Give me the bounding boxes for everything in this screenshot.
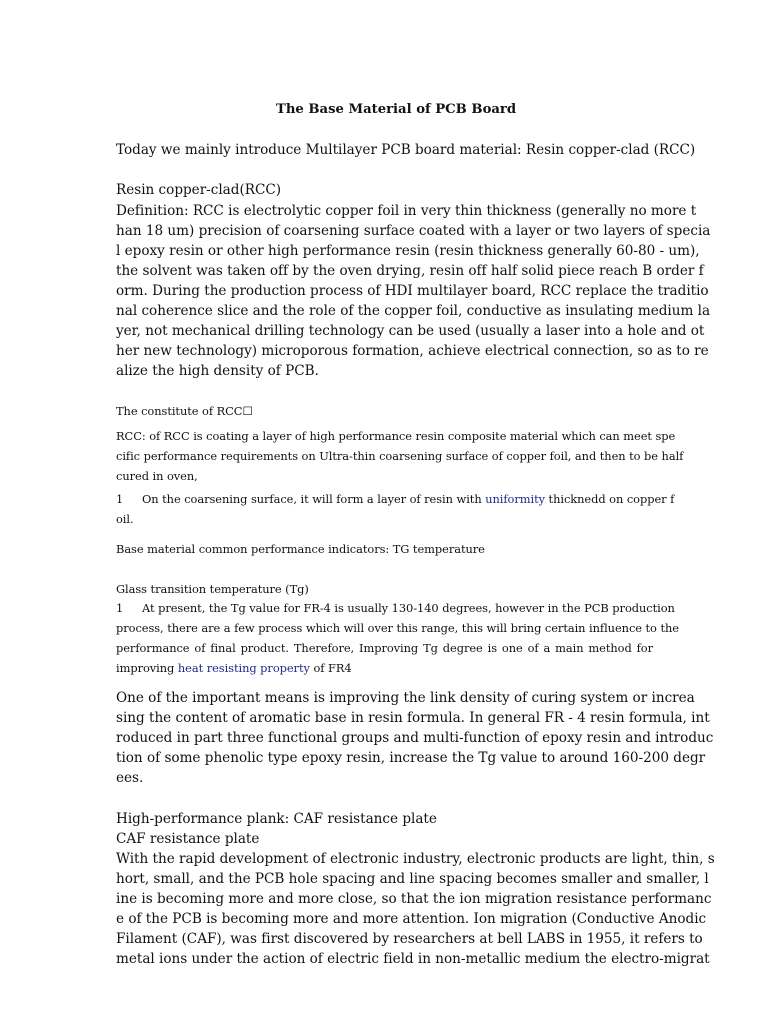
constitute-heading: The constitute of RCC☐ [116, 404, 253, 418]
paragraph-line: cific performance requirements on Ultra-thin coarsening surface of copper foil, and then to be half [116, 449, 684, 463]
paragraph-line: Filament (CAF), was first discovered by researchers at bell LABS in 1955, it refers to [116, 931, 703, 947]
paragraph-line: han 18 um) precision of coarsening surface coated with a layer or two layers of specia [116, 223, 711, 239]
list-item [116, 494, 674, 505]
paragraph-line: With the rapid development of electronic industry, electronic products are light, thin, s [116, 851, 715, 867]
paragraph-line: alize the high density of PCB. [116, 363, 319, 379]
paragraph-line: cured in oven, [116, 469, 198, 483]
paragraph-line: the solvent was taken off by the oven drying, resin off half solid piece reach B order f [116, 263, 704, 279]
list-item-text: At present, the Tg value for FR-4 is usually 130-140 degrees, however in the PCB production [142, 601, 675, 615]
paragraph-line: her new technology) microporous formation, achieve electrical connection, so as to re [116, 343, 709, 359]
paragraph-text: improving [116, 661, 178, 675]
paragraph-line: sing the content of aromatic base in resin formula. In general FR - 4 resin formula, int [116, 710, 710, 726]
tg-heading: Glass transition temperature (Tg) [116, 582, 309, 596]
paragraph-line: One of the important means is improving the link density of curing system or increa [116, 690, 695, 706]
paragraph-line [116, 663, 352, 674]
paragraph-line: yer, not mechanical drilling technology can be used (usually a laser into a hole and ot [116, 323, 705, 339]
section-heading-rcc: Resin copper-clad(RCC) [116, 182, 281, 198]
paragraph-line: ine is becoming more and more close, so that the ion migration resistance performanc [116, 891, 712, 907]
document-title: The Base Material of PCB Board [276, 102, 517, 117]
justified-line-wrapper [116, 621, 679, 635]
list-item-text: On the coarsening surface, it will form a layer of resin with [142, 492, 486, 506]
section-subheading-caf: CAF resistance plate [116, 831, 260, 847]
paragraph-line: process, there are a few process which will over this range, this will bring certain influence to the [116, 621, 679, 635]
list-item-text: thicknedd on copper f [544, 492, 675, 506]
paragraph-line: nal coherence slice and the role of the copper foil, conductive as insulating medium la [116, 303, 711, 319]
uniformity-link[interactable]: uniformity [485, 492, 545, 506]
paragraph-line: l epoxy resin or other high performance resin (resin thickness generally 60-80 - um), [116, 243, 700, 259]
paragraph-line: performance of final product. Therefore, Improving Tg degree is one of a main method for [116, 641, 653, 655]
paragraph-line: hort, small, and the PCB hole spacing and line spacing becomes smaller and smaller, l [116, 871, 709, 887]
paragraph-line: orm. During the production process of HDI multilayer board, RCC replace the traditio [116, 283, 709, 299]
paragraph-line: Definition: RCC is electrolytic copper foil in very thin thickness (generally no more t [116, 203, 697, 219]
heat-resisting-property-link[interactable]: heat resisting property [177, 661, 310, 675]
paragraph-line: tion of some phenolic type epoxy resin, increase the Tg value to around 160-200 degr [116, 750, 706, 766]
indicators-heading: Base material common performance indicators: TG temperature [116, 542, 485, 556]
paragraph-line: e of the PCB is becoming more and more attention. Ion migration (Conductive Anodic [116, 911, 707, 927]
paragraph-line: RCC: of RCC is coating a layer of high performance resin composite material which can meet spe [116, 429, 676, 443]
paragraph-line: metal ions under the action of electric field in non-metallic medium the electro-migrat [116, 951, 710, 967]
list-item-number: 1 [116, 492, 124, 506]
intro-paragraph: Today we mainly introduce Multilayer PCB board material: Resin copper-clad (RCC) [116, 142, 696, 158]
list-item-continuation: oil. [116, 512, 134, 526]
list-item [116, 603, 675, 614]
justified-line-wrapper [116, 643, 653, 654]
list-item-number: 1 [116, 601, 124, 615]
paragraph-line: ees. [116, 770, 144, 786]
paragraph-line: roduced in part three functional groups and multi-function of epoxy resin and introduc [116, 730, 714, 746]
section-heading-caf: High-performance plank: CAF resistance plate [116, 811, 437, 827]
paragraph-text: of FR4 [309, 661, 352, 675]
